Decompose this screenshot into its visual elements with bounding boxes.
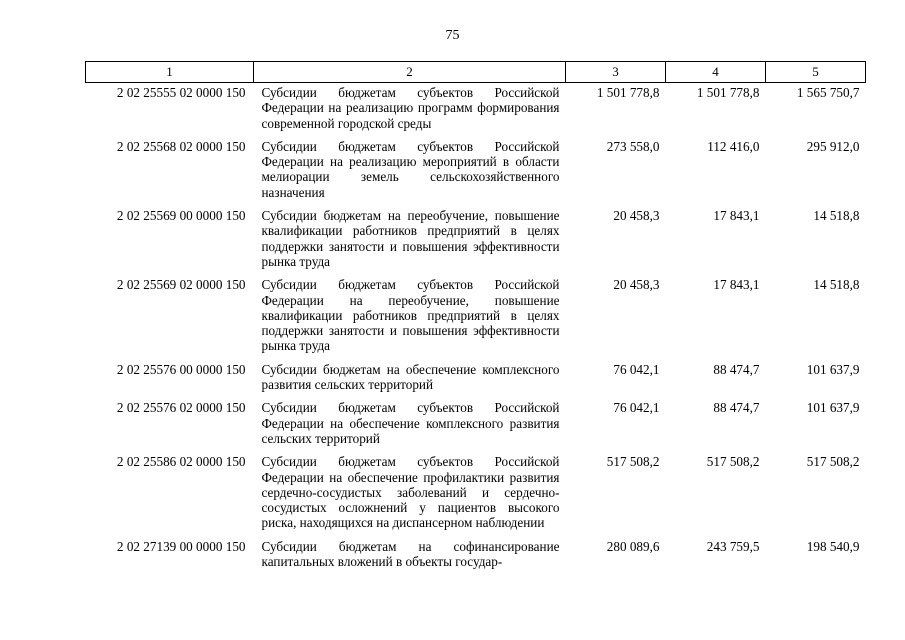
value-col-5-cell: 517 508,2 (806, 454, 860, 470)
budget-code-cell: 2 02 27139 00 0000 150 (116, 538, 246, 554)
budget-code-cell: 2 02 25555 02 0000 150 (116, 85, 246, 100)
table-row (86, 398, 866, 452)
budget-code-cell: 2 02 25569 02 0000 150 (116, 277, 246, 293)
value-col-4-cell: 88 474,7 (713, 361, 760, 377)
budget-code-cell: 2 02 25586 02 0000 150 (116, 454, 246, 470)
value-col-5-cell: 14 518,8 (813, 208, 860, 224)
budget-code-cell: 2 02 25568 02 0000 150 (116, 138, 246, 154)
description-cell: Субсидии бюджетам на переобучение, повышение квалификации работников предприятий в целях поддержки занятости и повышения эффективности рынка труда (261, 208, 560, 269)
value-col-5-cell: 295 912,0 (806, 138, 860, 154)
value-col-3-cell: 1 501 778,8 (596, 85, 660, 100)
description-cell: Субсидии бюджетам на обеспечение комплексного развития сельских территорий (261, 361, 560, 393)
description-cell: Субсидии бюджетам субъектов Российской Федерации на реализацию программ формирования современной городской среды (261, 85, 560, 131)
value-col-4-cell: 112 416,0 (707, 138, 760, 154)
value-col-4-cell: 17 843,1 (713, 277, 760, 293)
header-row (86, 62, 866, 83)
budget-table (85, 61, 866, 575)
value-col-3-cell: 517 508,2 (606, 454, 660, 470)
header-col-5: 5 (766, 62, 866, 83)
value-col-5-cell: 101 637,9 (806, 400, 860, 416)
header-col-3: 3 (566, 62, 666, 83)
value-col-3-cell: 273 558,0 (606, 138, 660, 154)
value-col-3-cell: 76 042,1 (613, 361, 660, 377)
budget-code-cell: 2 02 25576 00 0000 150 (116, 361, 246, 377)
table-row (86, 137, 866, 206)
budget-code-cell: 2 02 25569 00 0000 150 (116, 208, 246, 224)
table-row (86, 537, 866, 576)
value-col-3-cell: 280 089,6 (606, 538, 660, 554)
description-cell: Субсидии бюджетам субъектов Российской Федерации на обеспечение профилактики развития сердечно-сосудистых заболеваний и сердечно-сосудистых осложнений у пациентов высокого риска, находящихся на диспансерном наблюдении (261, 454, 560, 531)
value-col-4-cell: 17 843,1 (713, 208, 760, 224)
value-col-4-cell: 517 508,2 (706, 454, 760, 470)
value-col-4-cell: 88 474,7 (713, 400, 760, 416)
value-col-5-cell: 198 540,9 (806, 538, 860, 554)
description-cell: Субсидии бюджетам субъектов Российской Федерации на обеспечение комплексного развития сельских территорий (261, 400, 560, 446)
description-cell: Субсидии бюджетам субъектов Российской Федерации на переобучение, повышение квалификации работников предприятий в целях поддержки занятости и повышения эффективности рынка труда (261, 277, 560, 354)
description-cell: Субсидии бюджетам субъектов Российской Федерации на реализацию мероприятий в области мелиорации земель сельскохозяйственного назначения (261, 138, 560, 200)
value-col-3-cell: 76 042,1 (613, 400, 660, 416)
value-col-5-cell: 101 637,9 (806, 361, 860, 377)
value-col-4-cell: 1 501 778,8 (696, 85, 760, 100)
header-col-2: 2 (254, 62, 566, 83)
description-cell: Субсидии бюджетам на софинансирование капитальных вложений в объекты государ- (261, 538, 560, 570)
page-number: 75 (445, 28, 460, 43)
table-header (86, 62, 866, 83)
value-col-5-cell: 1 565 750,7 (796, 85, 860, 100)
table-body (86, 83, 866, 576)
header-col-4: 4 (666, 62, 766, 83)
table-row (86, 206, 866, 275)
table-row (86, 83, 866, 137)
value-col-3-cell: 20 458,3 (613, 208, 660, 224)
header-col-1: 1 (86, 62, 254, 83)
value-col-3-cell: 20 458,3 (613, 277, 660, 293)
value-col-4-cell: 243 759,5 (706, 538, 760, 554)
budget-code-cell: 2 02 25576 02 0000 150 (116, 400, 246, 416)
table-row (86, 275, 866, 359)
value-col-5-cell: 14 518,8 (813, 277, 860, 293)
table-row (86, 452, 866, 536)
table-row (86, 360, 866, 399)
